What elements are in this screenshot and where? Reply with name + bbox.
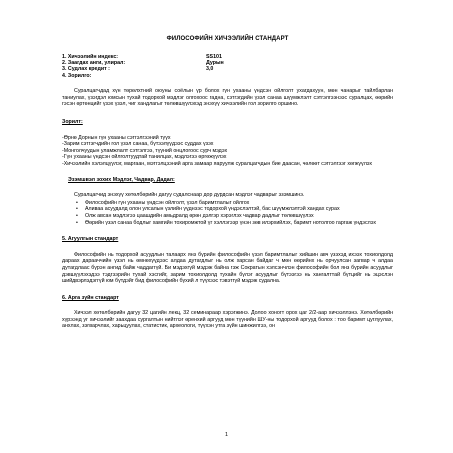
skill-text: Өөрийн үзэл санаа бодлыг хамгийн тохиромжтой үг хэллэгээр үнэн зөв илэрхийлэх, баримт нотолгоо гаргаж үндэслэх (85, 219, 377, 226)
skill-text: Аливаа асуудалд олон улсалын үзлийн үүднээс тодорхой үндэслэлтэй, бас шүүмжлэлтэй хандах сурах (85, 206, 340, 213)
meta-value: SS101 (206, 53, 222, 60)
document-title: ФИЛОСОФИЙН ХИЧЭЭЛИЙН СТАНДАРТ (166, 36, 289, 42)
meta-value: Дурын (206, 60, 224, 66)
course-meta (58, 54, 397, 80)
purpose-paragraph: Суралцагчдад хүн төрөлхтний оюуны соёлын үр болох гүн ухааны үндсэн ойлголт ухагдахуун, мөн чанарыг тайлбарлан таниулах, үзэгдэл юмсын тухай тодорхой мэдлэг олгохоос гадна, сэтгэгдийн үзэл санаа шүүмжлэлт сэтгэлгээнээс суралцах, өөрийн гэсэн өртөнцийг үзэх үзэл, чиг хандлагыг төлөвшүүлэхэд энэхүү хичээлийн гол зорилго оршино. (62, 88, 393, 108)
bullet-icon: • (76, 206, 78, 213)
skills-heading: Эзэмшвэл зохих Мэдлэг, Чадвар, Дадал: (68, 176, 175, 183)
meta-value (206, 73, 397, 79)
bullet-icon: • (76, 199, 78, 206)
goal-item: -Гүн ухааны үндсэн ойлголтуудтай танилцах, мэдлэгээ өргөжүүлэх (62, 154, 227, 161)
skill-item (76, 213, 397, 220)
goal-item: -Хичээлийн хэлэлцүүлэг, маргаан, мэтгэлцээний арга замаар яаруулж суралцагчдын бие даасан, чөлөөт сэтгэлгээг хөгжүүлэх (62, 160, 373, 167)
page-number: 1 (225, 432, 228, 438)
skill-text: Олж авсан мэдлэгээ цаашдийн амьдралд өрөн дэлгэр хэрэглэх чадвар дадлыг төлөвшүүлэх (85, 212, 314, 219)
goal-item: -Өрнө Дорнын гүн ухааны сэтгэлгээний түүх (62, 134, 171, 141)
skills-intro: Суралцагчид энэхүү хөтөлбөрийн дагуу судалснаар дор дурдсан мэдлэг чадварыг эзэмшинэ. (74, 192, 305, 199)
meta-label: 1. Хичээлийн индекс: (62, 53, 119, 60)
meta-label: 3. Судлах кредит : (62, 66, 110, 73)
content-standard-heading: 5. Агуулгын стандарт (62, 236, 119, 243)
goal-item: -Зарим сэтгэгчдийн гол үзэл санаа, бүтээлүүдээс суддах үзэх (62, 141, 214, 148)
skill-text: Философийн гүн ухааны үндсэн ойлголт, үзэл баримтлалыг ойлгох (85, 199, 250, 206)
method-standard-paragraph: Хичээл хөтөлбөрийн дагуу 32 цагийн лекц, 32 семинараар хэрэгжинэ. Долоо хоногт орох цаг 2/2-аар хичээллэнэ. Хөтөлбөрийн хүрээнд уг хичээлийг заахдаа сургалтын нийтлэг өренхий аргууд мөн түүнийн ШУ-ны тодорхой аргууд болох : тоо баримт цуглуулах, анхлах, зэгварчлах, харьцуулах, статистик, археологи, түүхэн утга зүйн шинжилгээ, он (62, 310, 393, 330)
content-standard-paragraph: Философийн нь тодорхой асуудлын талаарх янз бүрийн философийн үзэл баримтлалыг хийшин авч үзэхэд ихээх тохиолдолд дараах дарааччийн үзэл нь өмнөхүүдээс алдаа дутагдлыг нь олж харсан байдаг ч мөн өөрийнх нь орчуулсан загвар ч алдаа дутагдлаас бүрэн ангид байж чаддаггүй. Би мэдэхгүй мэдэж байна гэж Сократын хэлсэнчлэн философийн бол янз бүрийн асуудлыг дэвшүүлэхэдээ тэдгээрийн тухай хэсгийг, зарим тохиолдолд тухайн бүлэг асуудлыг бүтээгээ нь хангалттай бүтцийг нь эцэслэн шийдвэрлэдэггүй юм бүтдэйг бид философийн бүхий л түүхээс тэвэтгүй мэдэж судална. (62, 251, 393, 285)
bullet-icon: • (76, 219, 78, 226)
method-standard-heading: 6. Арга зүйн стандарт (62, 294, 119, 301)
skill-item (76, 220, 397, 227)
skill-item (76, 206, 397, 213)
goals-heading: Зорилт: (62, 119, 83, 125)
meta-label: 4. Зорилго: (62, 72, 92, 79)
skills-list (58, 200, 397, 226)
meta-row-purpose (58, 73, 397, 79)
goal-item: -Монголчуудын уламжлалт сэтгэлгээ, түүний онцлогоос сурч мэдэх (62, 147, 228, 154)
goals-list (58, 135, 397, 168)
meta-value: 3,0 (206, 66, 214, 73)
meta-label: 2. Заагдах анги, улирал: (62, 60, 126, 66)
bullet-icon: • (76, 212, 78, 219)
